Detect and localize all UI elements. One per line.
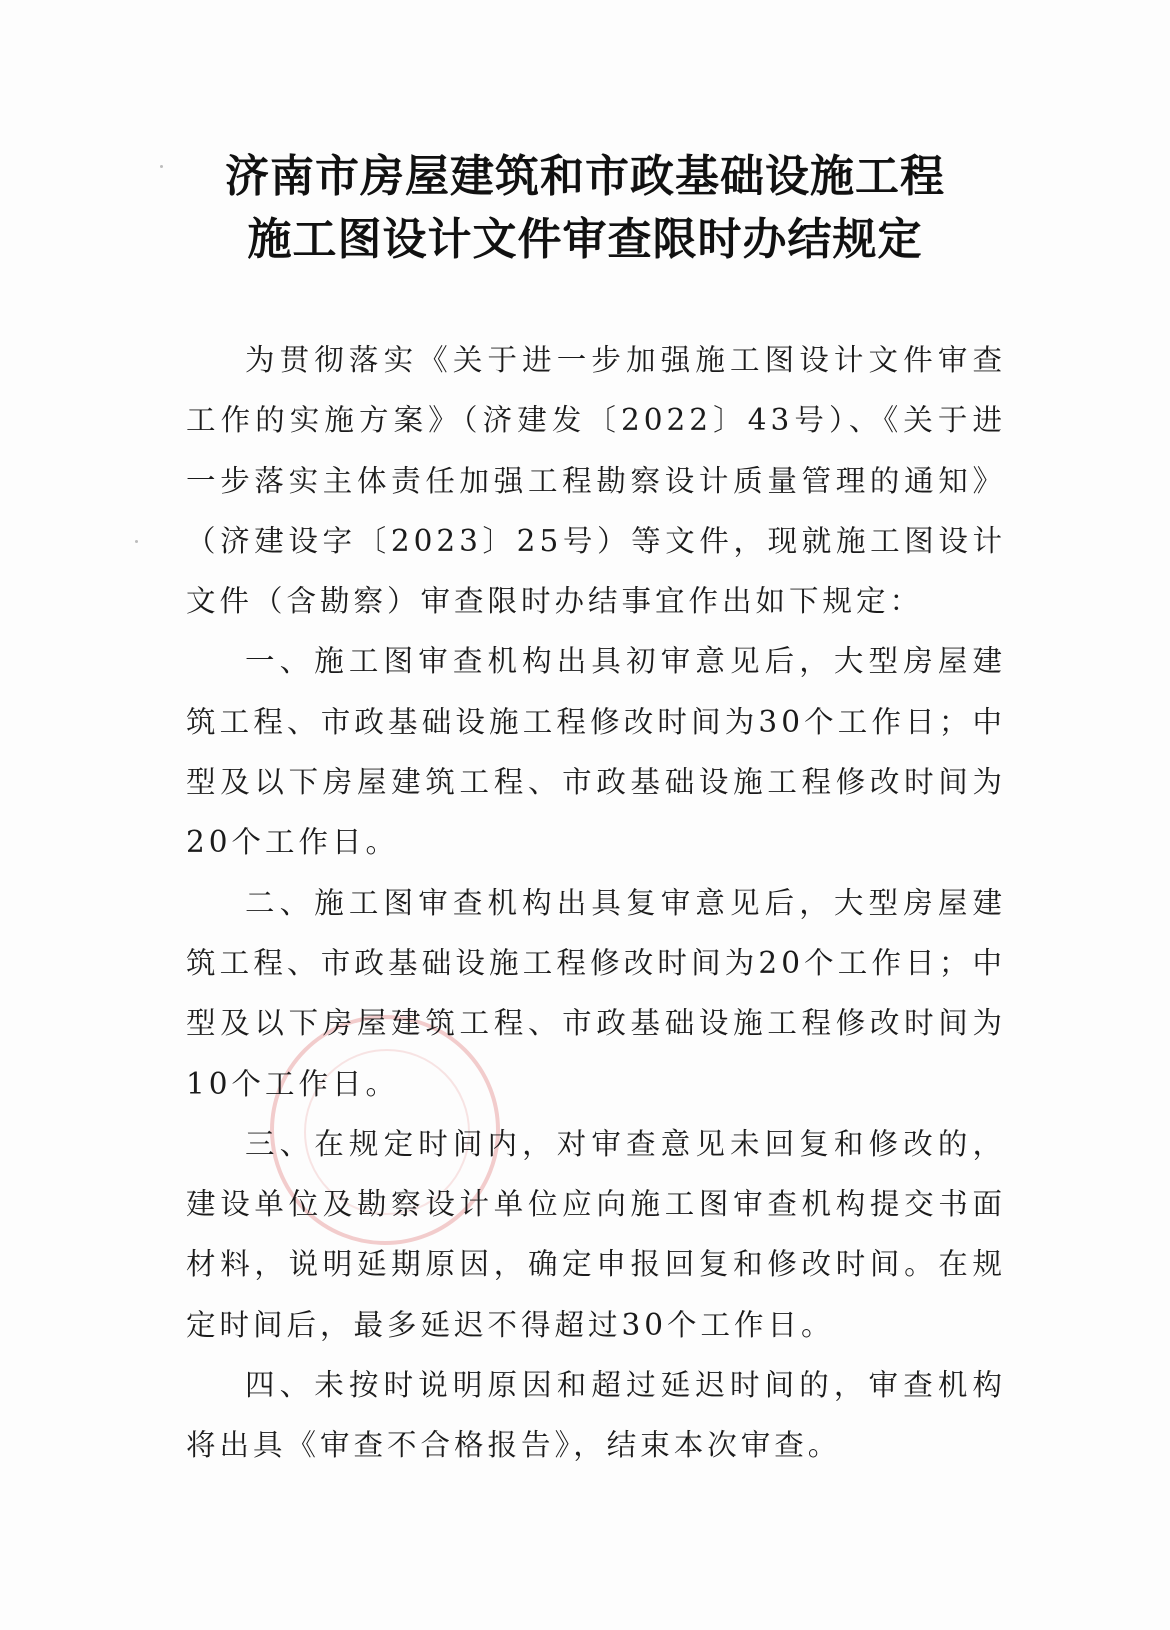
document-body [186, 330, 1006, 1476]
scan-speck [135, 540, 138, 543]
clause-2-paragraph: 二、施工图审查机构出具复审意见后，大型房屋建筑工程、市政基础设施工程修改时间为20个工作日；中型及以下房屋建筑工程、市政基础设施工程修改时间为10个工作日。 [186, 885, 1006, 1101]
clause-1-paragraph: 一、施工图审查机构出具初审意见后，大型房屋建筑工程、市政基础设施工程修改时间为30个工作日；中型及以下房屋建筑工程、市政基础设施工程修改时间为20个工作日。 [186, 644, 1006, 860]
intro-paragraph: 为贯彻落实《关于进一步加强施工图设计文件审查工作的实施方案》（济建发〔2022〕43号）、《关于进一步落实主体责任加强工程勘察设计质量管理的通知》（济建设字〔2023〕25号）等文件，现就施工图设计文件（含勘察）审查限时办结事宜作出如下规定： [186, 343, 1006, 619]
document-title-line-2: 施工图设计文件审查限时办结规定 [247, 214, 923, 265]
clause-4-paragraph: 四、未按时说明原因和超过延迟时间的，审查机构将出具《审查不合格报告》，结束本次审查。 [186, 1368, 1006, 1463]
clause-3-paragraph: 三、在规定时间内，对审查意见未回复和修改的，建设单位及勘察设计单位应向施工图审查机构提交书面材料，说明延期原因，确定申报回复和修改时间。在规定时间后，最多延迟不得超过30个工作日。 [186, 1126, 1006, 1342]
scan-speck [160, 165, 163, 168]
document-title-line-1: 济南市房屋建筑和市政基础设施工程 [225, 151, 945, 202]
